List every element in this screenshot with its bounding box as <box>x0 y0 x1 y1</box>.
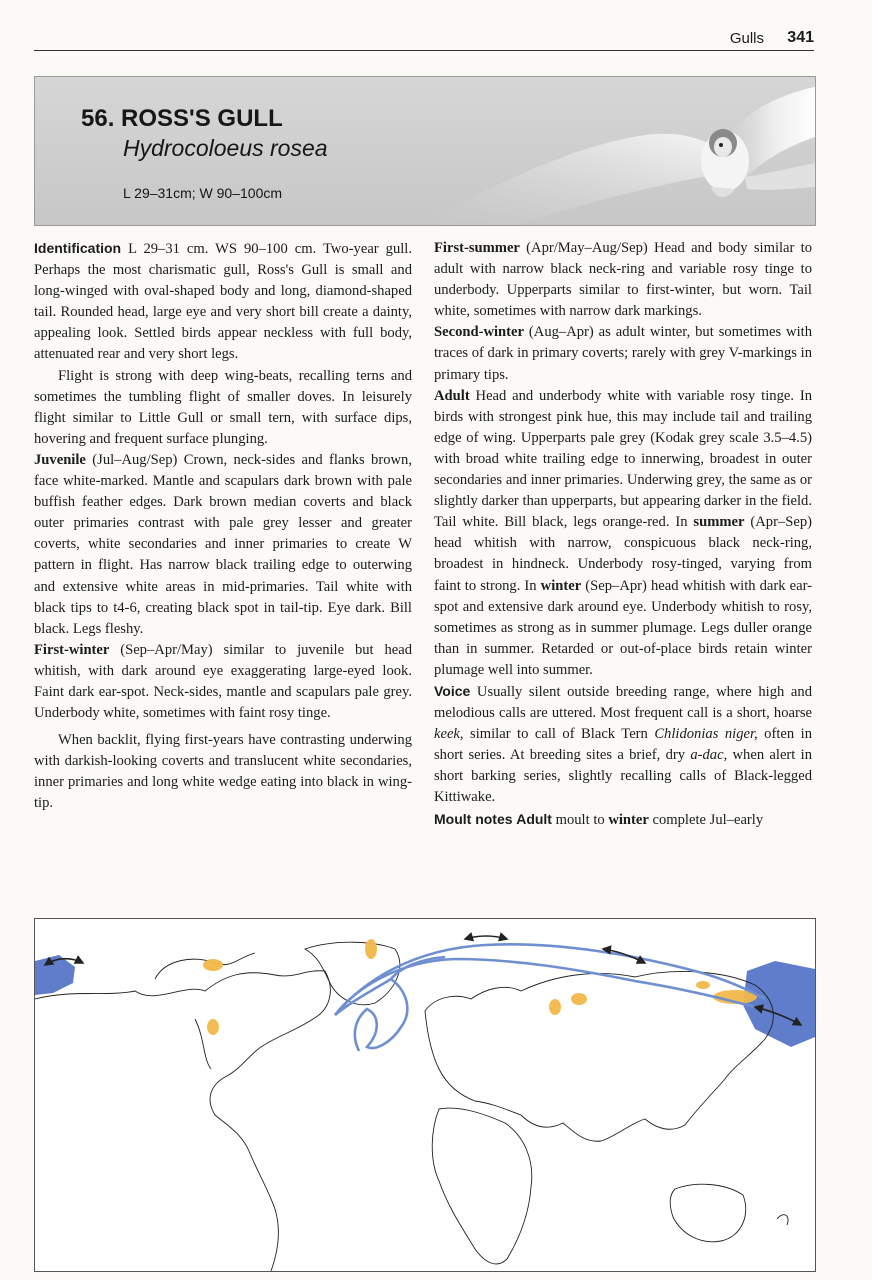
adult-text-3: (Sep–Apr) head whitish with dark ear-spot and extensive dark around eye. Underbody whitish to rosy, sometimes as strong as in summer plumage. Legs duller orange than in summer. Retarded or out-of-place birds retain winter plumage well into summer. <box>434 577 813 678</box>
backlit-paragraph: When backlit, flying first-years have contrasting underwing with darkish-looking coverts and translucent white secondaries, inner primaries and long white wedge eating into black in wing-tip. <box>34 732 412 812</box>
voice-label: Voice <box>434 682 471 699</box>
world-map-icon <box>35 919 815 1271</box>
moult-adult-label: Adult <box>516 810 552 827</box>
left-column <box>34 238 412 815</box>
juvenile-paragraph <box>34 450 412 640</box>
voice-text-2: , similar to call of Black Tern <box>459 726 655 743</box>
voice-text-3: often in short series. At breeding sites a brief, dry <box>434 726 812 764</box>
identification-paragraph <box>34 238 412 366</box>
moult-winter-label: winter <box>608 811 649 828</box>
identification-label: Identification <box>34 240 122 256</box>
wintering-areas <box>35 955 815 1047</box>
scientific-name: Hydrocoloeus rosea <box>123 135 328 161</box>
running-head <box>34 28 814 51</box>
voice-text-4: , when alert in short barking series, slightly recalling calls of Black-legged Kittiwake. <box>434 747 812 806</box>
first-winter-text: (Sep–Apr/May) similar to juvenile but head whitish, with dark around eye exaggerating large-eyed look. Faint dark ear-spot. Neck-sides, mantle and scapulars pale grey. Underbody white, sometimes with faint rosy tinge. <box>34 641 412 722</box>
land-outlines <box>35 942 788 1271</box>
moult-label: Moult notes <box>434 810 513 827</box>
right-column <box>434 238 812 831</box>
page-number: 341 <box>787 29 814 46</box>
first-summer-label: First-summer <box>434 240 520 256</box>
species-banner <box>34 76 816 226</box>
second-winter-label: Second-winter <box>434 324 524 341</box>
distribution-map <box>34 918 816 1272</box>
identification-text: L 29–31 cm. WS 90–100 cm. Two-year gull. Perhaps the most charismatic gull, Ross's Gull is small and long-winged with oval-shaped body and long, diamond-shaped tail. Rounded head, large eye and very short bill create a dainty, appealing look. Settled birds appear neckless with full body, attenuated rear and very short legs. <box>34 241 412 363</box>
moult-text-1: moult to <box>551 811 609 828</box>
juvenile-text: (Jul–Aug/Sep) Crown, neck-sides and flanks brown, face white-marked. Mantle and scapulars dark brown with pale buffish feather edges. Dark brown median coverts and black outer primaries contrast with pale grey lesser and greater coverts, white secondaries and inner primaries to create W pattern in flight. Has narrow black trailing edge to outerwing and extensive white areas in mid-primaries. Tail white with black tips to t4-6, creating black spot in tail-tip. Eye dark. Bill black. Legs fleshy. <box>34 451 412 637</box>
moult-text-2: complete Jul–early <box>648 811 764 828</box>
adult-text-2: (Apr–Sep) head whitish with narrow, conspicuous black neck-ring, broadest in hindneck. Underbody rosy-tinged, varying from faint to strong. In <box>434 514 812 594</box>
moult-paragraph <box>434 809 812 831</box>
adult-label: Adult <box>434 387 470 404</box>
flight-paragraph: Flight is strong with deep wing-beats, recalling terns and sometimes the tumbling flight of smaller doves. In leisurely flight similar to Little Gull or small tern, with surface dips, hovering and frequent surface plunging. <box>34 367 412 447</box>
call-adac: a-dac <box>690 747 724 764</box>
first-winter-paragraph <box>34 640 412 724</box>
summer-label: summer <box>693 514 745 531</box>
voice-paragraph <box>434 681 812 809</box>
winter-label: winter <box>540 577 582 594</box>
second-winter-paragraph <box>434 322 812 385</box>
species-title: 56. ROSS'S GULL <box>81 105 283 132</box>
adult-text-1: Head and underbody white with variable rosy tinge. In birds with strongest pink hue, this may include tail and trailing edge of wing. Upperparts pale grey (Kodak grey scale 3.5–4.5) with broad white trailing edge to innerwing, broadest in outer secondaries and inner primaries. Underwing grey, the same as or slightly darker than upperparts, but appearing darker in the field. Tail white. Bill black, legs orange-red. In <box>434 387 812 531</box>
species-reference: Chlidonias niger, <box>654 726 758 743</box>
first-summer-text: (Apr/May–Aug/Sep) Head and body similar to adult with narrow black neck-ring and variable rosy tinge to underbody. Upperparts similar to first-winter, but worn. Tail white, sometimes with narrow dark markings. <box>434 240 812 320</box>
section-name: Gulls <box>729 30 764 47</box>
first-winter-label: First-winter <box>34 641 110 658</box>
first-summer-paragraph <box>434 238 812 322</box>
voice-text-1: Usually silent outside breeding range, where high and melodious calls are uttered. Most frequent call is a short, hoarse <box>434 683 812 722</box>
movement-arrows <box>45 936 801 1025</box>
gull-photo-icon <box>375 77 815 225</box>
adult-paragraph <box>434 386 812 681</box>
measurements: L 29–31cm; W 90–100cm <box>123 185 283 201</box>
call-keek: keek <box>434 726 460 743</box>
juvenile-label: Juvenile <box>34 451 86 468</box>
second-winter-text: (Aug–Apr) as adult winter, but sometimes with traces of dark in primary coverts; rarely with grey V-markings in primary tips. <box>434 324 812 383</box>
